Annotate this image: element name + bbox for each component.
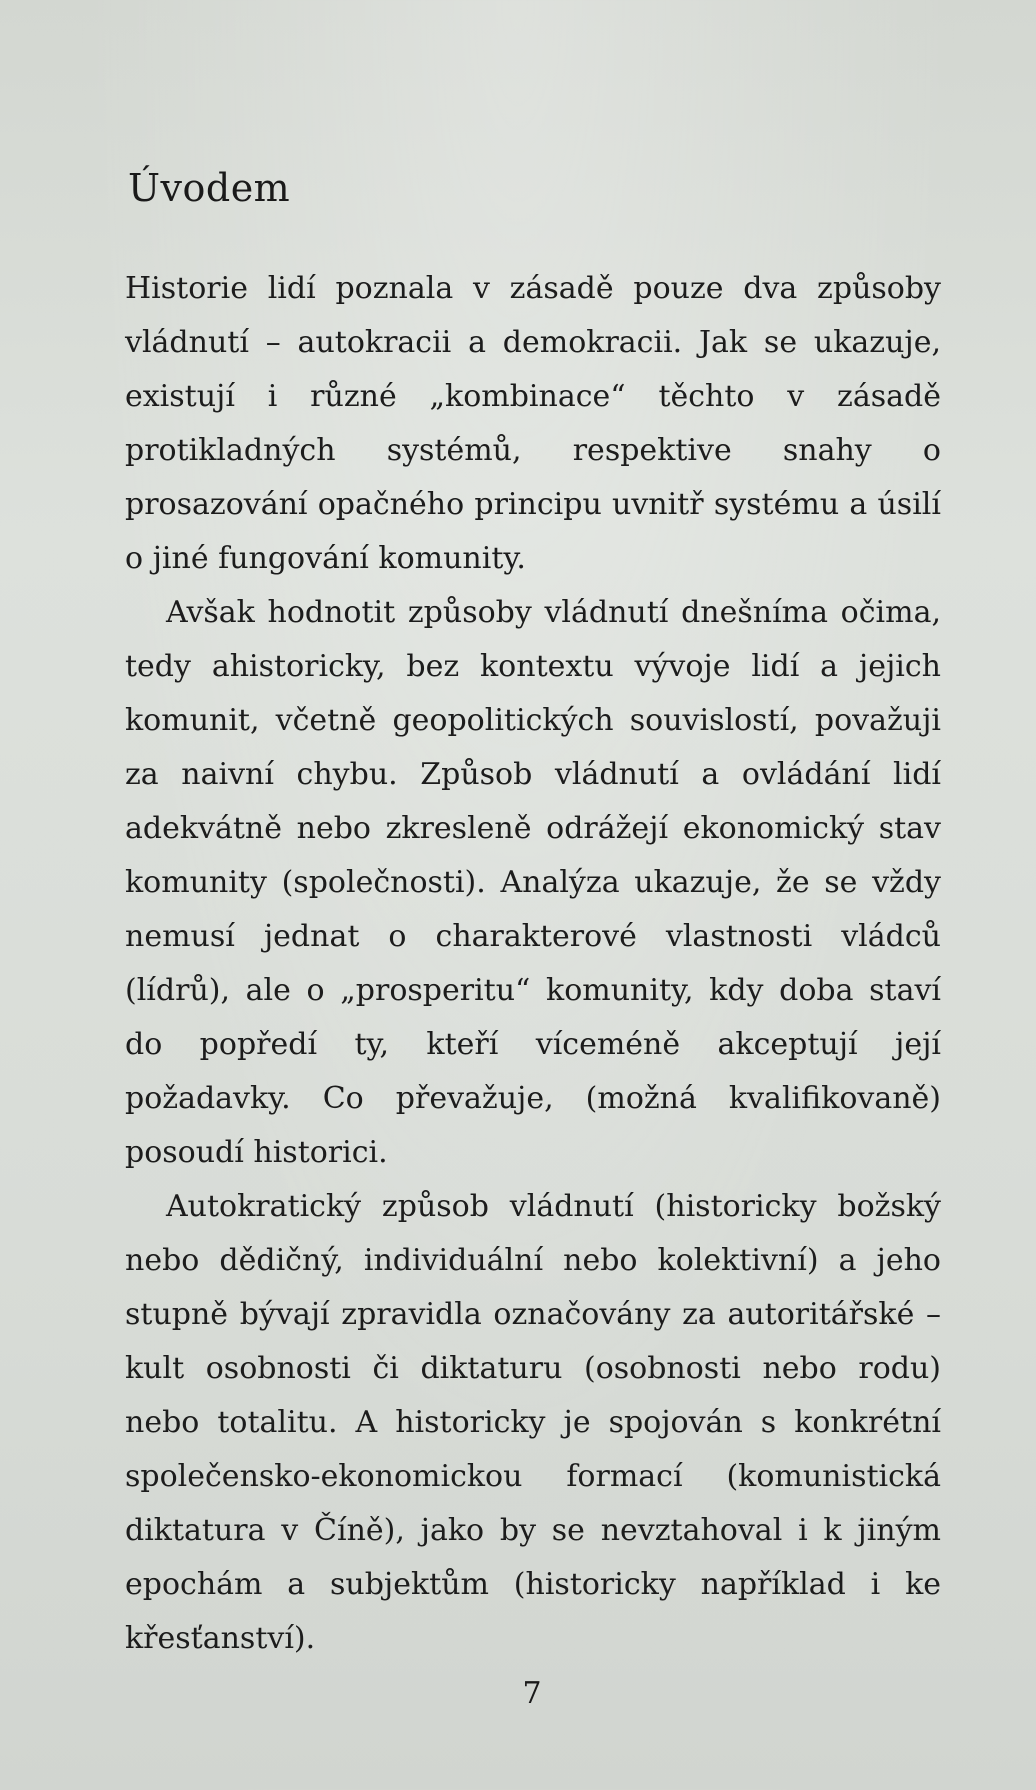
paragraph-2: Avšak hodnotit způsoby vládnutí dnešníma očima, tedy ahistoricky, bez kontextu vývoje lidí a jejich komunit, včetně geopolitických souvislostí, považuji za naivní chybu. Způsob vládnutí a ovládání lidí adekvátně nebo zkresleně odrážejí ekonomický stav komunity (společnosti). Analýza ukazuje, že se vždy nemusí jednat o charakterové vlastnosti vládců (lídrů), ale o „prosperitu“ komunity, kdy doba staví do popředí ty, kteří víceméně akceptují její požadavky. Co převažuje, (možná kvalifikovaně) posoudí historici. [125,595,941,1170]
body-text [125,262,941,1666]
paragraph-1: Historie lidí poznala v zásadě pouze dva způsoby vládnutí – autokracii a demokracii. Jak se ukazuje, existují i různé „kombinace“ těchto v zásadě protikladných systémů, respektive snahy o prosazování opačného principu uvnitř systému a úsilí o jiné fungování komunity. [125,271,941,576]
paragraph-3: Autokratický způsob vládnutí (historicky božský nebo dědičný, individuální nebo kolektivní) a jeho stupně bývají zpravidla označovány za autoritářské – kult osobnosti či diktaturu (osobnosti nebo rodu) nebo totalitu. A historicky je spojován s konkrétní společensko-ekonomickou formací (komunistická diktatura v Číně), jako by se nevztahoval i k jiným epochám a subjektům (historicky například i ke křesťanství). [125,1189,941,1656]
chapter-heading: Úvodem [128,166,291,210]
page-number: 7 [522,1676,542,1711]
